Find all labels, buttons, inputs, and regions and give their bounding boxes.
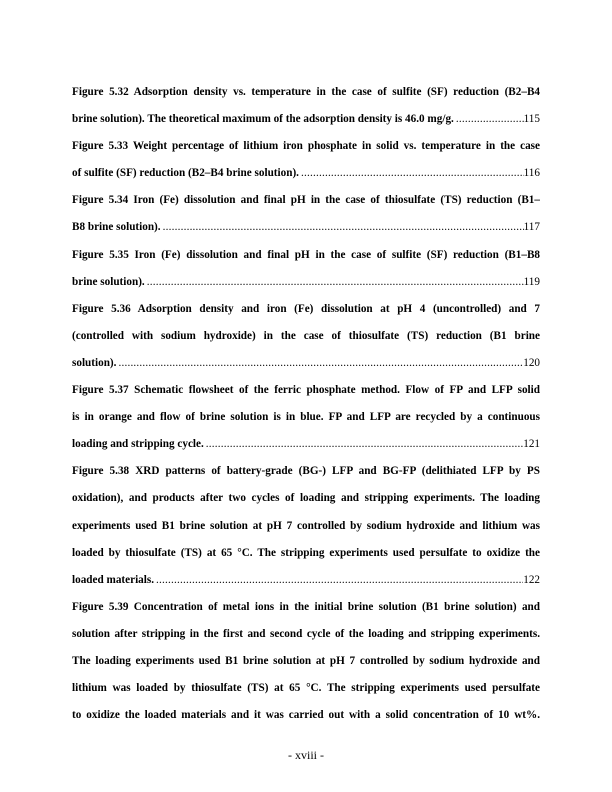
entry-text-line: of sulfite (SF) reduction (B2–B4 brine solution). [72,167,299,180]
dot-leader [456,106,524,133]
page-number: 117 [523,221,540,234]
toc-entry-figure-5-36[interactable] [72,296,540,377]
toc-entry-figure-5-35[interactable] [72,242,540,296]
entry-text-line: brine solution). [72,275,145,288]
entry-text-line: Figure 5.34 Iron (Fe) dissolution and final pH in the case of thiosulfate (TS) reduction (B1– [72,194,540,207]
entry-text-line: loading and stripping cycle. [72,438,204,451]
entry-text-line: Figure 5.37 Schematic flowsheet of the ferric phosphate method. Flow of FP and LFP solid [72,384,540,397]
toc-entry-figure-5-33[interactable] [72,133,540,187]
dot-leader [163,214,524,241]
dot-leader [118,350,523,377]
toc-entry-figure-5-34[interactable] [72,187,540,241]
entry-text-line: B8 brine solution). [72,221,161,234]
dot-leader [206,431,523,458]
entry-text-line: to oxidize the loaded materials and it was carried out with a solid concentration of 10 wt%. [72,709,540,722]
toc-entry-figure-5-32[interactable] [72,79,540,133]
entry-text-line: Figure 5.38 XRD patterns of battery-grade (BG-) LFP and BG-FP (delithiated LFP by PS [72,465,540,478]
entry-text-line: Figure 5.33 Weight percentage of lithium iron phosphate in solid vs. temperature in the case [72,140,540,153]
entry-text-line: oxidation), and products after two cycles of loading and stripping experiments. The loading [72,492,540,505]
page-number: 119 [523,275,540,288]
entry-text-line: Figure 5.32 Adsorption density vs. temperature in the case of sulfite (SF) reduction (B2–B4 [72,86,540,98]
dot-leader [301,160,524,187]
entry-text-line: brine solution). The theoretical maximum of the adsorption density is 46.0 mg/g. [72,113,454,126]
entry-text-line: experiments used B1 brine solution at pH 7 controlled by sodium hydroxide and lithium was [72,519,540,532]
entry-text-line: The loading experiments used B1 brine solution at pH 7 controlled by sodium hydroxide and [72,654,540,667]
page-number: 122 [523,573,540,586]
page-number: 116 [523,167,540,180]
toc-entry-figure-5-37[interactable] [72,377,540,458]
page-number: 120 [523,356,540,369]
dot-leader [156,567,523,594]
entry-text-line: solution). [72,356,117,369]
entry-text-line: loaded by thiosulfate (TS) at 65 °C. The stripping experiments used persulfate to oxidize the [72,546,540,559]
toc-entry-figure-5-38[interactable] [72,458,540,593]
entry-text-line: lithium was loaded by thiosulfate (TS) at 65 °C. The stripping experiments used persulfate [72,682,540,695]
entry-text-line: loaded materials. [72,573,155,586]
entry-text-line: Figure 5.36 Adsorption density and iron (Fe) dissolution at pH 4 (uncontrolled) and 7 [72,302,540,315]
entry-text-line: is in orange and flow of brine solution is in blue. FP and LFP are recycled by a continuous [72,411,540,424]
page-number: 115 [523,113,540,126]
entry-text-line: solution after stripping in the first and second cycle of the loading and stripping experiments. [72,627,540,640]
entry-text-line: Figure 5.39 Concentration of metal ions in the initial brine solution (B1 brine solution) and [72,600,540,613]
list-of-figures [72,79,540,729]
page-number: 121 [523,438,540,451]
toc-entry-figure-5-39[interactable] [72,594,540,729]
page-footer-number: - xviii - [288,748,324,762]
entry-text-line: Figure 5.35 Iron (Fe) dissolution and final pH in the case of sulfite (SF) reduction (B1–B8 [72,248,540,261]
dot-leader [147,269,524,296]
entry-text-line: (controlled with sodium hydroxide) in the case of thiosulfate (TS) reduction (B1 brine [72,329,540,342]
